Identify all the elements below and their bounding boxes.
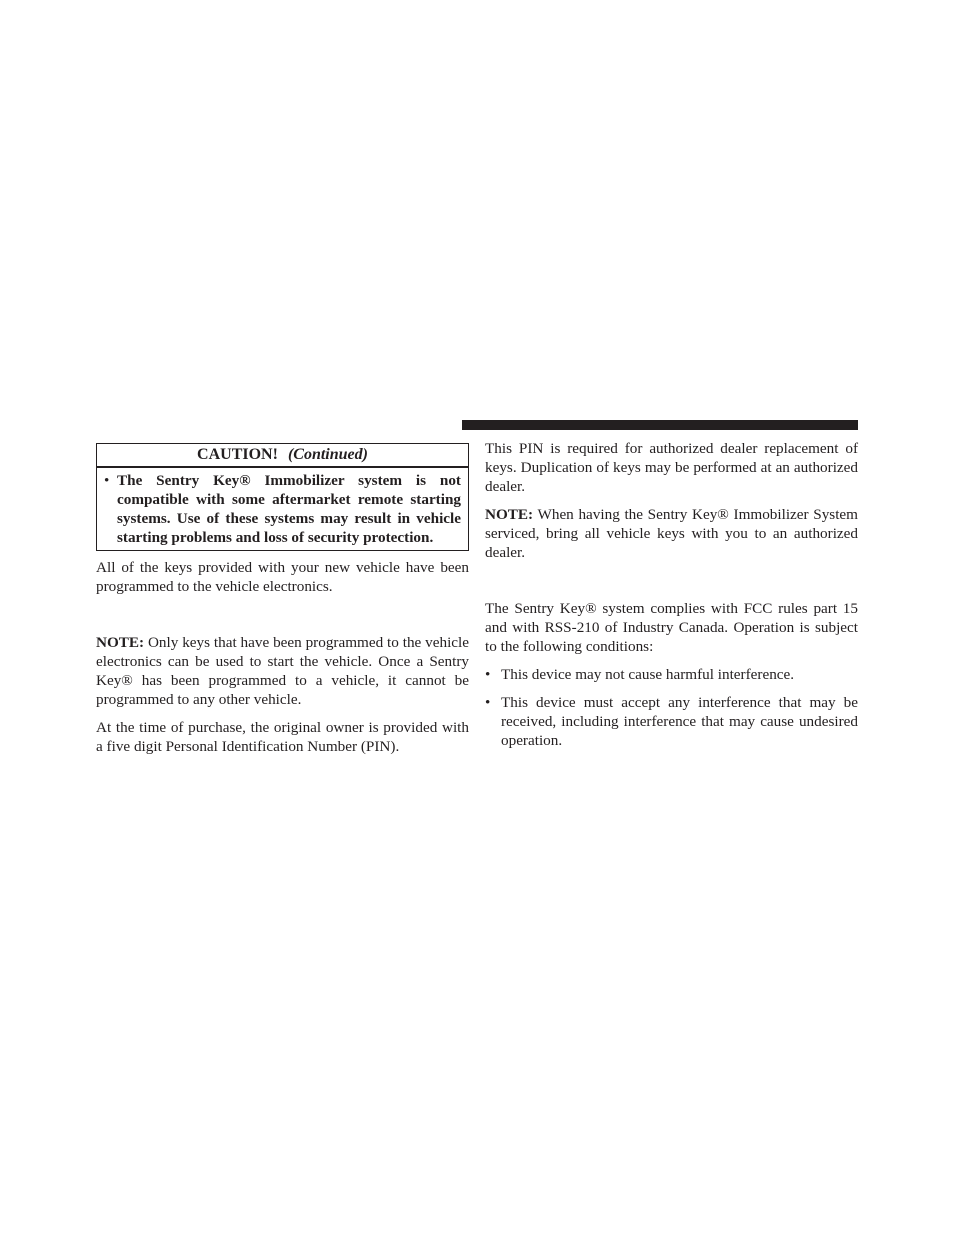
list-item-text: This device may not cause harmful interference. xyxy=(501,666,795,683)
pin-required-paragraph: This PIN is required for authorized dealer replacement of keys. Duplication of keys may be performed at an authorized dealer. xyxy=(485,440,858,495)
bullet-icon: • xyxy=(104,472,110,489)
section-header-bar xyxy=(462,420,858,430)
bullet-icon: • xyxy=(485,666,491,683)
caution-bullet-text: The Sentry Key® Immobilizer system is not compatible with some aftermarket remote starting systems. Use of these systems may result in vehicle starting problems and loss of security protection. xyxy=(117,472,461,546)
note-service xyxy=(485,505,858,562)
pin-paragraph: At the time of purchase, the original owner is provided with a five digit Personal Identification Number (PIN). xyxy=(96,719,469,755)
caution-body xyxy=(97,468,468,550)
right-column xyxy=(485,439,858,759)
bullet-icon: • xyxy=(485,694,491,711)
caution-title: CAUTION! xyxy=(197,446,278,463)
note-label: NOTE: xyxy=(485,506,534,523)
conditions-list xyxy=(485,665,858,750)
note-text: Only keys that have been programmed to the vehicle electronics can be used to start the vehicle. Once a Sentry Key® has been programmed to a vehicle, it cannot be programmed to any other vehicle. xyxy=(96,634,469,708)
caution-continued: (Continued) xyxy=(287,446,368,463)
list-item xyxy=(485,665,858,684)
left-column xyxy=(96,443,469,765)
note-text: When having the Sentry Key® Immobilizer System serviced, bring all vehicle keys with you to an authorized dealer. xyxy=(485,506,858,561)
caution-header xyxy=(97,444,468,468)
list-item-text: This device must accept any interference that may be received, including interference that may cause undesired operation. xyxy=(501,694,858,749)
keys-programmed-paragraph: All of the keys provided with your new vehicle have been programmed to the vehicle electronics. xyxy=(96,559,469,595)
caution-bullet xyxy=(104,471,461,547)
caution-box xyxy=(96,443,469,551)
list-item xyxy=(485,693,858,750)
note-label: NOTE: xyxy=(96,634,145,651)
note-programmed-keys xyxy=(96,633,469,709)
fcc-paragraph: The Sentry Key® system complies with FCC rules part 15 and with RSS-210 of Industry Canada. Operation is subject to the following conditions: xyxy=(485,600,858,655)
